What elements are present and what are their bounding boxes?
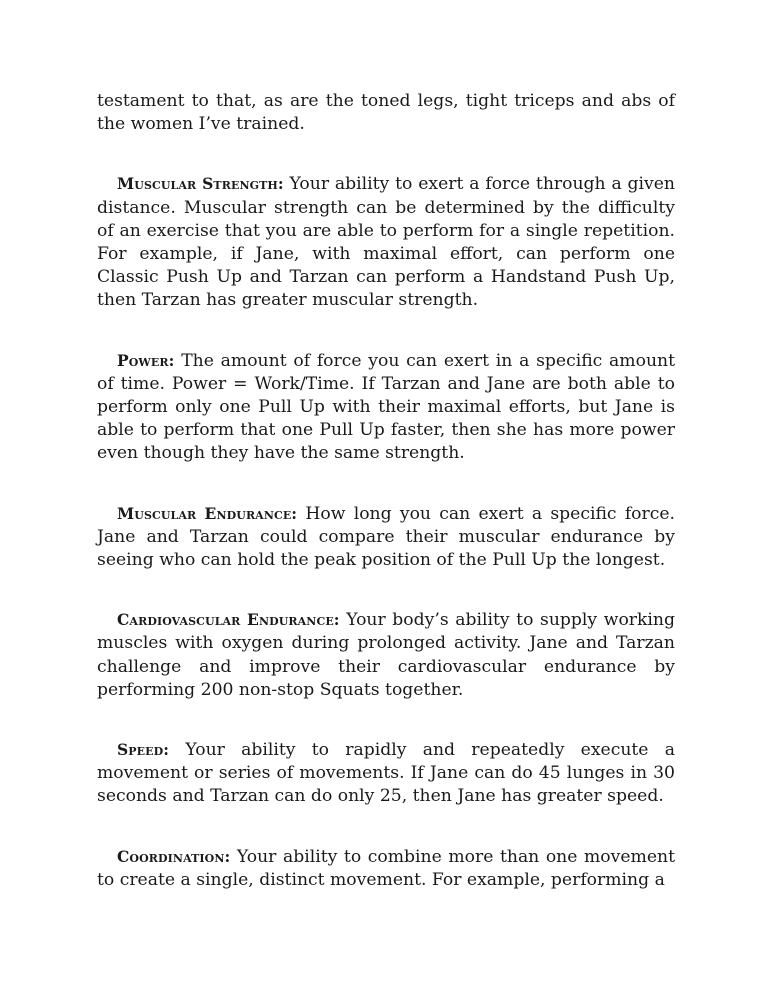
term-cardiovascular-endurance: Cardiovascular Endurance:: [117, 610, 340, 630]
definition-speed: [97, 738, 675, 809]
term-muscular-endurance: Muscular Endurance:: [117, 503, 298, 523]
definition-text: Your ability to combine more than one movement to create a single, distinct movement. For example, performing a: [97, 846, 675, 890]
term-power: Power:: [117, 350, 175, 370]
definition-muscular-endurance: [97, 502, 675, 573]
definition-text: Your body’s ability to supply working muscles with oxygen during prolonged activity. Jane and Tarzan challenge and improve their cardiovascular endurance by performing 200 non-stop Squats together.: [97, 610, 675, 700]
definition-cardiovascular-endurance: [97, 608, 675, 702]
term-speed: Speed:: [117, 740, 170, 760]
intro-paragraph: testament to that, as are the toned legs, tight triceps and abs of the women I’ve trained.: [97, 91, 675, 135]
term-coordination: Coordination:: [117, 846, 231, 866]
definition-coordination: [97, 845, 675, 892]
definition-text: The amount of force you can exert in a specific amount of time. Power = Work/Time. If Tarzan and Jane are both able to perform only one Pull Up with their maximal efforts, but Jane is able to perform that one Pull Up faster, then she has more power even though they have the same strength.: [97, 350, 675, 464]
definition-text: Your ability to exert a force through a given distance. Muscular strength can be determined by the difficulty of an exercise that you are able to perform for a single repetition. For example, if Jane, with maximal effort, can perform one Classic Push Up and Tarzan can perform a Handstand Push Up, then Tarzan has greater muscular strength.: [97, 174, 675, 311]
page-body: [97, 90, 675, 892]
definition-text: Your ability to rapidly and repeatedly execute a movement or series of movements. If Jane can do 45 lunges in 30 seconds and Tarzan can do only 25, then Jane has greater speed.: [97, 740, 675, 807]
definition-text: How long you can exert a specific force. Jane and Tarzan could compare their muscular endurance by seeing who can hold the peak position of the Pull Up the longest.: [97, 503, 676, 571]
definition-muscular-strength: [97, 172, 675, 312]
term-muscular-strength: Muscular Strength:: [117, 174, 284, 194]
definition-power: [97, 349, 675, 466]
